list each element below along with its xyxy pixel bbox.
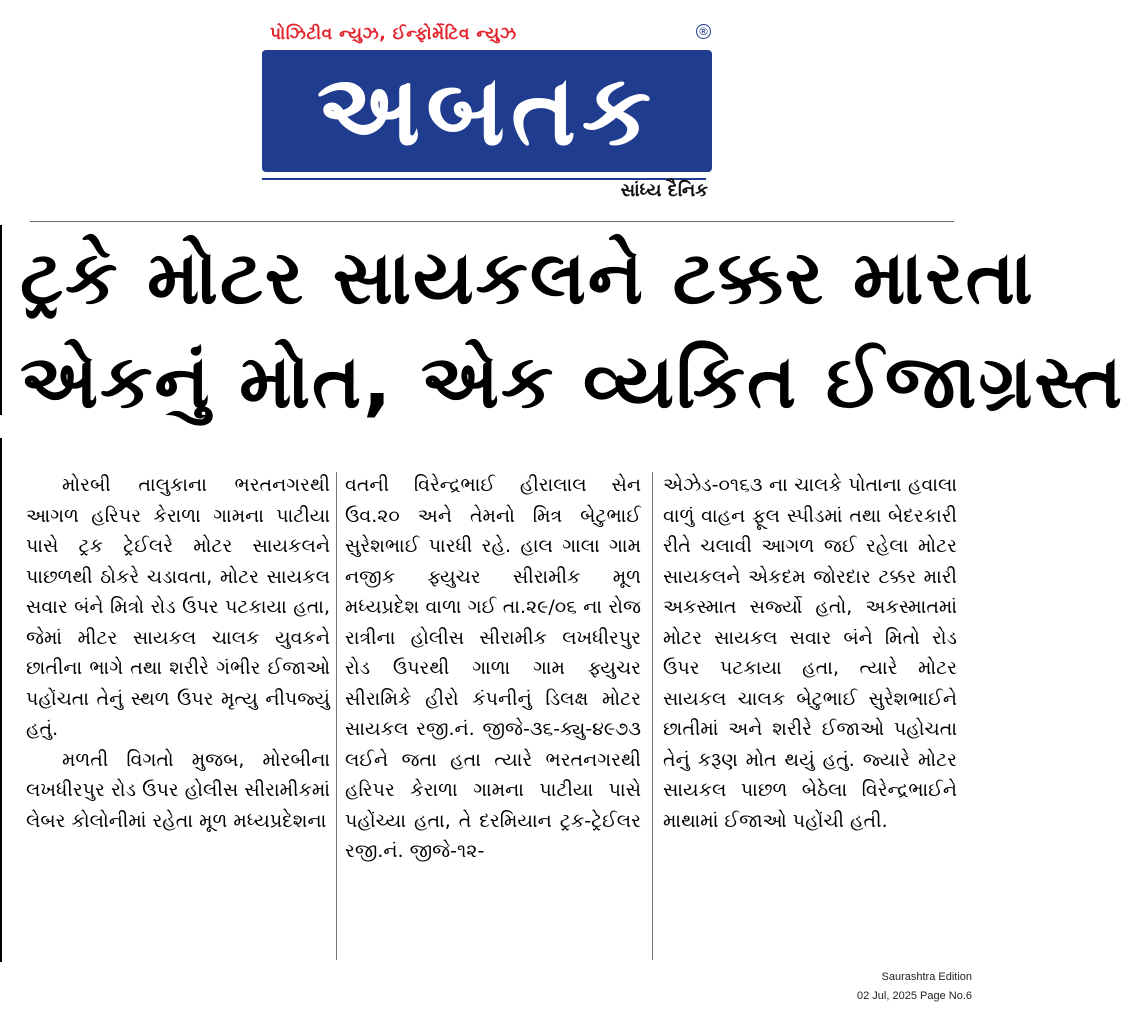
- column-divider: [336, 472, 337, 960]
- column-divider: [652, 472, 653, 960]
- edition-name: Saurashtra Edition: [881, 971, 972, 983]
- logo-text: અબતક: [316, 54, 658, 168]
- article-headline: [20, 226, 1124, 434]
- article-column-3: [663, 470, 957, 970]
- edition-info: [857, 968, 972, 1006]
- headline-line-1: ટ્રકે મોટર સાયકલને ટક્કર મારતા: [20, 235, 1035, 321]
- article-column-1: [26, 470, 330, 970]
- left-margin-bar: [0, 225, 2, 415]
- edition-date-page: 02 Jul, 2025 Page No.6: [857, 990, 972, 1002]
- article-paragraph: મોરબી તાલુકાના ભરતનગરથી આગળ હરિપર કેરાળા ગામના પાટીયા પાસે ટ્રક ટ્રેઈલરે મોટર સાયકલને પાછળથી ઠોકરે ચડાવતા, મોટર સાયકલ સવાર બંને મિત્રો રોડ ઉપર પટકાયા હતા, જેમાં મીટર સાયકલ ચાલક યુવકને છાતીના ભાગે તથા શરીરે ગંભીર ઈજાઓ પહોંચતા તેનું સ્થળ ઉપર મૃત્યુ નીપજ્યું હતું.: [26, 474, 330, 740]
- masthead-subtitle: સાંધ્ય દૈનિક: [620, 180, 708, 201]
- registered-mark: ®: [698, 25, 709, 38]
- left-margin-bar: [0, 438, 2, 962]
- article-paragraph: મળતી વિગતો મુજબ, મોરબીના લખધીરપુર રોડ ઉપર હોલીસ સીરામીકમાં લેબર કોલોનીમાં રહેતા મૂળ મધ્યપ્રદેશના: [26, 748, 330, 832]
- headline-line-2: એકનું મોત, એક વ્યકિત ઈજાગ્રસ્ત: [20, 339, 1124, 425]
- masthead-tagline: પોઝિટીવ ન્યુઝ, ઈન્ફોર્મેટિવ ન્યુઝ: [270, 24, 517, 44]
- article-column-2: [345, 470, 641, 970]
- article-paragraph: એઝેડ-૦૧૬૩ ના ચાલકે પોતાના હવાલા વાળું વાહન ફૂલ સ્પીડમાં તથા બેદરકારી રીતે ચલાવી આગળ જઈ રહેલા મોટર સાયકલને એકદમ જોરદાર ટક્કર મારી અકસ્માત સર્જ્યો હતો, અકસ્માતમાં મોટર સાયકલ સવાર બંને મિતો રોડ ઉપર પટકાયા હતા, ત્યારે મોટર સાયકલ ચાલક બેટુભાઈ સુરેશભાઈને છાતીમાં અને શરીરે ઈજાઓ પહોચતા તેનું કરૂણ મોત થયું હતું. જ્યારે મોટર સાયકલ પાછળ બેઠેલા વિરેન્દ્રભાઈને માથામાં ઈજાઓ પહોંચી હતી.: [663, 474, 957, 832]
- newspaper-logo: [262, 50, 712, 172]
- article-paragraph: વતની વિરેન્દ્રભાઈ હીરાલાલ સેન ઉવ.૨૦ અને તેમનો મિત્ર બેટુભાઈ સુરેશભાઈ પારધી રહે. હાલ ગાલા ગામ નજીક ફ્યુચર સીરામીક મૂળ મધ્યપ્રદેશ વાળા ગઈ તા.૨૯/૦૬ ના રોજ રાત્રીના હોલીસ સીરામીક લખધીરપુર રોડ ઉપરથી ગાળા ગામ ફ્યુચર સીરામિકે હીરો કંપનીનું ડિલક્ષ મોટર સાયકલ રજી.નં. જીજે-૩૬-ક્યુ-૪૯૭૩ લઈને જતા હતા ત્યારે ભરતનગરથી હરિપર કેરાળા ગામના પાટીયા પાસે પહોંચ્યા હતા, તે દરમિયાન ટ્રક-ટ્રેઈલર રજી.નં. જીજે-૧૨-: [345, 474, 641, 862]
- masthead: [262, 12, 722, 204]
- page-divider: [30, 221, 954, 222]
